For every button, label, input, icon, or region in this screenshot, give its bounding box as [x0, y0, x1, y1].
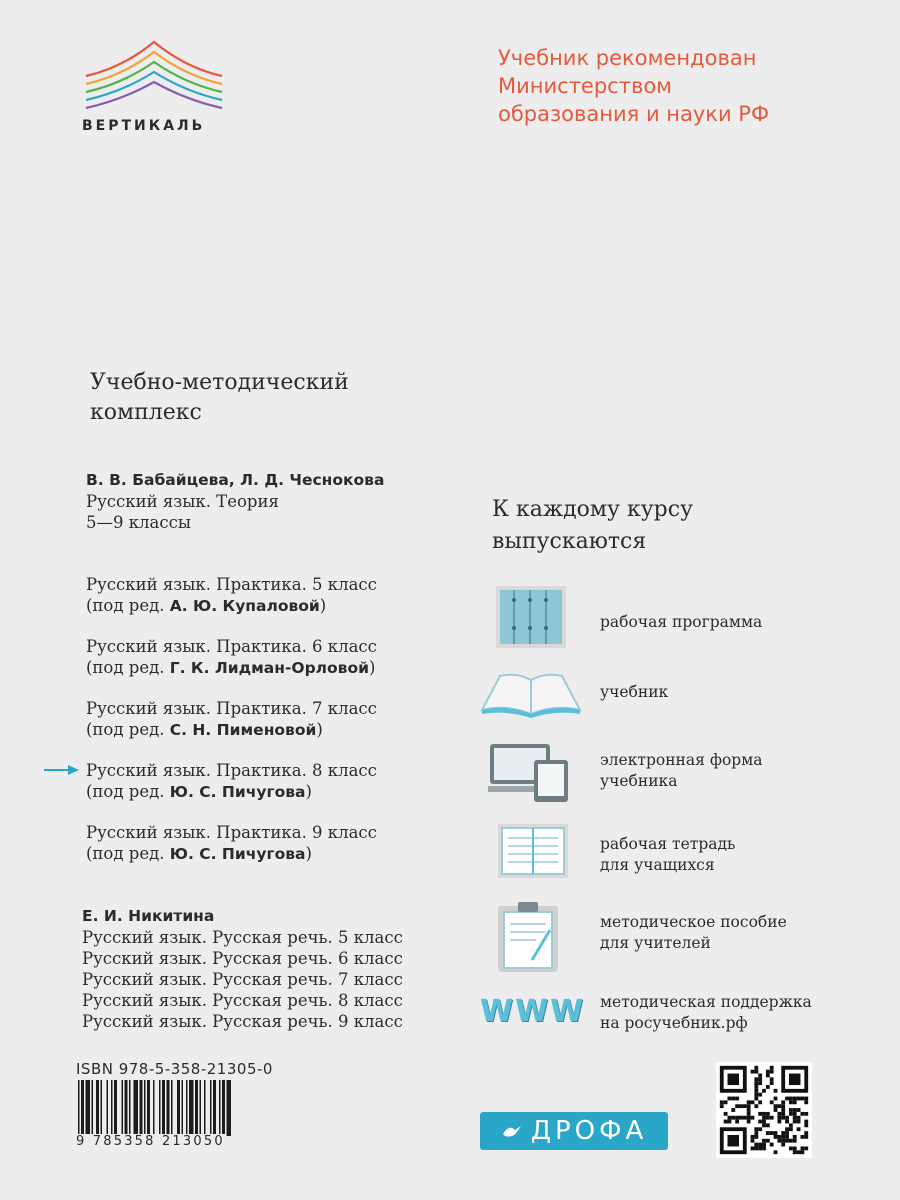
practice-item: Русский язык. Практика. 9 класс (под ред. Ю. С. Пичугова) — [86, 823, 377, 863]
qr-module — [739, 1116, 743, 1120]
editor-name: А. Ю. Купаловой — [169, 597, 320, 615]
qr-module — [728, 1120, 732, 1124]
drofa-logo — [480, 1112, 668, 1150]
editor-name: Ю. С. Пичугова — [169, 845, 306, 863]
qr-module — [800, 1135, 804, 1139]
qr-module — [754, 1085, 758, 1089]
qr-module — [762, 1112, 766, 1116]
barcode-bar — [111, 1080, 113, 1136]
qr-module — [758, 1093, 762, 1097]
qr-module — [743, 1116, 747, 1120]
qr-module — [731, 1097, 735, 1101]
qr-module — [785, 1131, 789, 1135]
qr-module — [766, 1123, 770, 1127]
qr-module — [781, 1112, 785, 1116]
qr-module — [731, 1108, 735, 1112]
qr-module — [789, 1100, 793, 1104]
barcode-bar — [167, 1080, 170, 1136]
barcode-bar — [227, 1080, 232, 1136]
qr-module — [785, 1097, 789, 1101]
qr-module — [751, 1135, 755, 1139]
qr-module — [785, 1120, 789, 1124]
barcode-bar — [101, 1080, 103, 1136]
practice-item: Русский язык. Практика. 5 класс (под ред. А. Ю. Купаловой) — [86, 575, 377, 615]
qr-module — [751, 1070, 755, 1074]
barcode-bar — [86, 1080, 91, 1136]
qr-module — [762, 1146, 766, 1150]
qr-module — [758, 1120, 762, 1124]
editor-name: Ю. С. Пичугова — [169, 783, 306, 801]
qr-module — [770, 1143, 774, 1147]
qr-module — [777, 1116, 781, 1120]
barcode-bar — [144, 1080, 146, 1136]
barcode-bar — [186, 1080, 188, 1136]
devices-icon — [488, 740, 572, 804]
barcode-bar — [122, 1080, 124, 1136]
qr-module — [804, 1131, 808, 1135]
qr-module — [739, 1104, 743, 1108]
qr-module — [735, 1116, 739, 1120]
qr-module — [804, 1135, 808, 1139]
qr-module — [781, 1116, 785, 1120]
theory-block — [86, 470, 384, 533]
speech-block: Е. И. Никитина Русский язык. Русская речь. 5 класс Русский язык. Русская речь. 6 класс Русский язык. Русская речь. 7 класс Русский язык. Русская речь. 8 класс Русский язык. Русская речь. 9 класс — [82, 907, 403, 1031]
qr-module — [789, 1123, 793, 1127]
qr-module — [797, 1150, 801, 1154]
qr-module — [754, 1089, 758, 1093]
umk-heading: Учебно-методический комплекс — [90, 370, 349, 425]
qr-module — [770, 1070, 774, 1074]
qr-module — [777, 1135, 781, 1139]
editor-name: Г. К. Лидман-Орловой — [169, 659, 369, 677]
qr-module — [804, 1100, 808, 1104]
each-course-heading: К каждому курсу выпускаются — [492, 497, 694, 554]
barcode-bar — [153, 1080, 155, 1136]
barcode-bar — [182, 1080, 184, 1136]
resource-label: рабочая программа — [600, 613, 763, 631]
qr-module — [774, 1089, 778, 1093]
qr-module — [793, 1097, 797, 1101]
barcode-bar — [219, 1080, 221, 1136]
barcode-bar — [204, 1080, 206, 1136]
qr-module — [743, 1104, 747, 1108]
qr-module — [754, 1143, 758, 1147]
qr-module — [770, 1077, 774, 1081]
qr-module — [774, 1131, 778, 1135]
qr-module — [804, 1123, 808, 1127]
textbook-icon — [478, 670, 584, 718]
qr-module — [797, 1120, 801, 1124]
theory-authors: В. В. Бабайцева, Л. Д. Чеснокова — [86, 471, 385, 489]
barcode-digits: 9 785358 213050 — [76, 1134, 225, 1149]
qr-module — [758, 1100, 762, 1104]
qr-module — [735, 1104, 739, 1108]
qr-finder — [728, 1135, 740, 1147]
qr-module — [774, 1150, 778, 1154]
resource-label: методическая поддержка на росучебник.рф — [600, 993, 812, 1032]
qr-module — [774, 1108, 778, 1112]
qr-module — [762, 1123, 766, 1127]
barcode-bar — [222, 1080, 225, 1136]
qr-module — [797, 1116, 801, 1120]
qr-module — [777, 1120, 781, 1124]
speech-author: Е. И. Никитина — [82, 907, 215, 925]
qr-module — [793, 1146, 797, 1150]
qr-code — [716, 1062, 812, 1158]
barcode-bar — [129, 1080, 131, 1136]
qr-module — [804, 1146, 808, 1150]
barcode-bar — [125, 1080, 128, 1136]
qr-module — [751, 1139, 755, 1143]
practice-item: Русский язык. Практика. 7 класс (под ред. С. Н. Пименовой) — [86, 699, 377, 739]
qr-module — [800, 1150, 804, 1154]
qr-module — [754, 1131, 758, 1135]
qr-module — [758, 1143, 762, 1147]
barcode-bar — [147, 1080, 150, 1136]
qr-module — [800, 1097, 804, 1101]
qr-module — [724, 1112, 728, 1116]
qr-module — [789, 1139, 793, 1143]
qr-module — [789, 1097, 793, 1101]
qr-module — [785, 1116, 789, 1120]
qr-module — [781, 1100, 785, 1104]
qr-module — [777, 1139, 781, 1143]
qr-module — [804, 1097, 808, 1101]
theory-title: Русский язык. Теория — [86, 492, 279, 511]
qr-module — [781, 1131, 785, 1135]
qr-module — [766, 1131, 770, 1135]
qr-module — [789, 1108, 793, 1112]
isbn-text: ISBN 978-5-358-21305-0 — [76, 1060, 273, 1078]
qr-module — [735, 1120, 739, 1124]
qr-module — [785, 1127, 789, 1131]
qr-module — [754, 1104, 758, 1108]
bird-icon — [501, 1120, 523, 1142]
qr-module — [758, 1077, 762, 1081]
qr-module — [747, 1120, 751, 1124]
barcode-bar — [162, 1080, 165, 1136]
qr-module — [777, 1112, 781, 1116]
recommendation-note: Учебник рекомендован Министерством образования и науки РФ — [498, 46, 770, 126]
qr-module — [754, 1077, 758, 1081]
qr-module — [754, 1146, 758, 1150]
arrow-marker-icon — [44, 764, 80, 776]
qr-module — [762, 1120, 766, 1124]
qr-module — [804, 1112, 808, 1116]
resource-label: рабочая тетрадь для учащихся — [600, 835, 736, 874]
barcode-bar — [92, 1080, 94, 1136]
barcode-bar — [107, 1080, 109, 1136]
qr-module — [793, 1116, 797, 1120]
qr-module — [758, 1112, 762, 1116]
qr-module — [762, 1143, 766, 1147]
qr-module — [800, 1112, 804, 1116]
qr-module — [751, 1116, 755, 1120]
qr-module — [797, 1097, 801, 1101]
qr-module — [754, 1127, 758, 1131]
vertikal-logo — [82, 40, 242, 114]
qr-module — [797, 1127, 801, 1131]
resource-label: электронная форма учебника — [600, 751, 763, 790]
qr-module — [747, 1108, 751, 1112]
qr-module — [762, 1116, 766, 1120]
qr-module — [781, 1108, 785, 1112]
qr-module — [781, 1139, 785, 1143]
barcode-bar — [200, 1080, 202, 1136]
qr-module — [781, 1104, 785, 1108]
qr-module — [758, 1146, 762, 1150]
qr-module — [793, 1120, 797, 1124]
qr-module — [754, 1081, 758, 1085]
barcode-bar — [134, 1080, 139, 1136]
qr-module — [762, 1089, 766, 1093]
qr-module — [754, 1135, 758, 1139]
qr-module — [793, 1139, 797, 1143]
qr-module — [731, 1116, 735, 1120]
qr-module — [747, 1104, 751, 1108]
barcode-bar — [159, 1080, 161, 1136]
barcode-bar — [81, 1080, 84, 1136]
barcode-bar — [210, 1080, 212, 1136]
qr-module — [766, 1116, 770, 1120]
qr-module — [762, 1139, 766, 1143]
qr-module — [758, 1074, 762, 1078]
qr-module — [793, 1112, 797, 1116]
qr-module — [789, 1127, 793, 1131]
qr-module — [766, 1070, 770, 1074]
qr-module — [785, 1135, 789, 1139]
qr-module — [758, 1127, 762, 1131]
qr-module — [793, 1108, 797, 1112]
barcode-bar — [213, 1080, 216, 1136]
qr-module — [774, 1135, 778, 1139]
qr-module — [754, 1097, 758, 1101]
qr-module — [785, 1139, 789, 1143]
qr-module — [770, 1100, 774, 1104]
barcode-bar — [189, 1080, 194, 1136]
workbook-icon — [496, 822, 570, 880]
qr-module — [728, 1097, 732, 1101]
qr-module — [770, 1081, 774, 1085]
qr-module — [728, 1116, 732, 1120]
qr-module — [789, 1146, 793, 1150]
www-icon: WWW — [480, 994, 586, 1029]
qr-module — [747, 1100, 751, 1104]
qr-module — [797, 1108, 801, 1112]
qr-module — [766, 1139, 770, 1143]
qr-module — [789, 1112, 793, 1116]
qr-module — [770, 1131, 774, 1135]
qr-module — [766, 1085, 770, 1089]
qr-module — [751, 1100, 755, 1104]
qr-module — [793, 1150, 797, 1154]
qr-module — [777, 1104, 781, 1108]
barcode-bar — [195, 1080, 198, 1136]
logo-wordmark: ВЕРТИКАЛЬ — [82, 118, 206, 134]
practice-item: Русский язык. Практика. 6 класс (под ред. Г. К. Лидман-Орловой) — [86, 637, 377, 677]
qr-module — [747, 1116, 751, 1120]
barcode-bar — [171, 1080, 173, 1136]
qr-module — [781, 1143, 785, 1147]
qr-finder — [728, 1074, 740, 1086]
qr-finder — [789, 1074, 801, 1086]
barcode-bar — [177, 1080, 180, 1136]
qr-module — [724, 1100, 728, 1104]
qr-module — [735, 1097, 739, 1101]
theory-grades: 5—9 классы — [86, 513, 191, 532]
qr-module — [754, 1066, 758, 1070]
barcode-bar — [140, 1080, 143, 1136]
qr-module — [770, 1116, 774, 1120]
qr-module — [774, 1097, 778, 1101]
clipboard-icon — [496, 900, 560, 974]
resource-label: учебник — [600, 683, 669, 701]
qr-module — [804, 1120, 808, 1124]
practice-item-current: Русский язык. Практика. 8 класс (под ред. Ю. С. Пичугова) — [86, 761, 377, 801]
qr-module — [720, 1104, 724, 1108]
qr-module — [770, 1066, 774, 1070]
qr-module — [774, 1104, 778, 1108]
qr-module — [724, 1120, 728, 1124]
barcode-bar — [96, 1080, 99, 1136]
publisher-name: ДРОФА — [530, 1116, 648, 1146]
qr-module — [754, 1070, 758, 1074]
qr-module — [751, 1146, 755, 1150]
qr-module — [766, 1112, 770, 1116]
resource-label: методическое пособие для учителей — [600, 913, 787, 952]
qr-module — [754, 1093, 758, 1097]
qr-module — [800, 1146, 804, 1150]
qr-module — [758, 1081, 762, 1085]
qr-module — [781, 1135, 785, 1139]
qr-module — [747, 1112, 751, 1116]
barcode-bar — [114, 1080, 117, 1136]
qr-module — [793, 1100, 797, 1104]
qr-module — [793, 1135, 797, 1139]
editor-name: С. Н. Пименовой — [169, 721, 317, 739]
qr-module — [720, 1100, 724, 1104]
work-program-icon — [494, 584, 568, 650]
barcode-bar — [78, 1080, 80, 1136]
qr-module — [766, 1074, 770, 1078]
